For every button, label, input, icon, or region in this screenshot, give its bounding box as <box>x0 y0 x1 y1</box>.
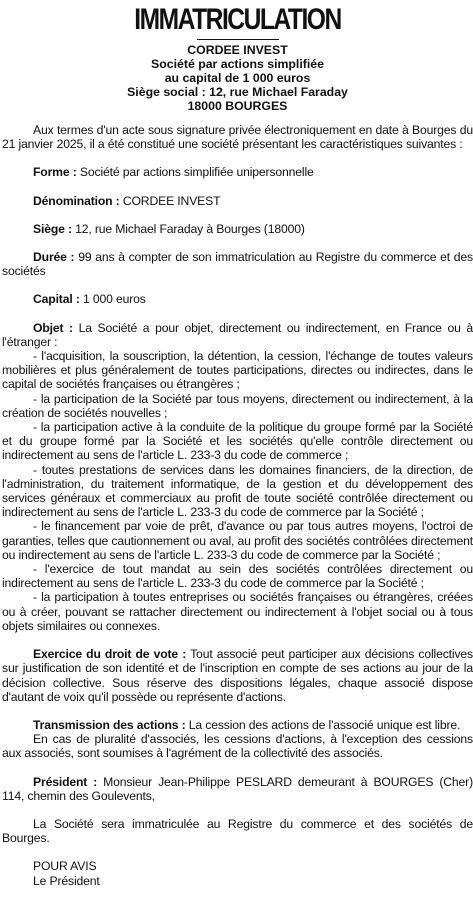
company-capital: au capital de 1 000 euros <box>164 71 311 85</box>
field-label: Transmission des actions : <box>33 717 186 732</box>
notice-title: IMMATRICULATION <box>134 3 341 36</box>
field-value: Monsieur Jean-Philippe PESLARD demeurant à BOURGES (Cher) 114, chemin des Goulevents, <box>2 774 473 803</box>
company-city: 18000 BOURGES <box>187 99 288 113</box>
field-label: Objet : <box>33 320 73 335</box>
field-objet <box>2 321 473 349</box>
company-name: CORDEE INVEST <box>187 43 288 57</box>
field-capital <box>2 292 473 306</box>
field-label: Forme : <box>33 165 77 180</box>
field-siege <box>2 222 473 236</box>
field-transmission <box>2 718 473 732</box>
intro-paragraph: Aux termes d'un acte sous signature privée électroniquement en date à Bourges du 21 janvier 2025, il a été constitué une société présentant les caractéristiques suivantes : <box>2 123 473 152</box>
company-form: Société par actions simplifiée <box>151 57 324 71</box>
field-value: Société par actions simplifiée unipersonnelle <box>76 165 314 180</box>
field-value: 12, rue Michael Faraday à Bourges (18000) <box>71 221 305 236</box>
field-denomination <box>2 194 473 208</box>
title-divider <box>197 39 279 40</box>
objet-item: - l'exercice de tout mandat au sein des sociétés contrôlées directement ou indirectement au sens de l'article L. 233-3 du code de commerce par la Société ; <box>2 562 473 591</box>
objet-item: - le financement par voie de prêt, d'avance ou par tous autres moyens, l'octroi de garanties, telles que cautionnement ou aval, au profit des sociétés contrôlées directement ou indirectement au sens de l'article L. 233-3 du code de commerce par la Société ; <box>2 519 473 562</box>
closing-paragraph: La Société sera immatriculée au Registre du commerce et des sociétés de Bourges. <box>2 816 473 846</box>
field-value: La cession des actions de l'associé unique est libre. <box>185 717 461 732</box>
field-label: Durée : <box>33 250 75 265</box>
field-value: Tout associé peut participer aux décisions collectives sur justification de son identité et de l'inscription en compte de ses actions au jour de la décision collective. Sous réserve des dispositions légales, chaque associé dispose d'autant de voix qu'il possède ou représente d'actions. <box>2 647 473 704</box>
field-label: Exercice du droit de vote : <box>33 647 187 662</box>
field-label: Siège : <box>33 221 72 236</box>
objet-item: - la participation de la Société par tous moyens, directement ou indirectement, à la création de sociétés nouvelles ; <box>2 391 473 420</box>
company-header <box>2 43 473 113</box>
field-president <box>2 775 473 803</box>
notice-body <box>2 123 473 888</box>
signature-line-president: Le Président <box>33 873 100 888</box>
objet-item: - toutes prestations de services dans les domaines financiers, de la direction, de l'administration, du traitement informatique, de la gestion et du développement des services généraux et commerciaux au profit de toute société contrôlée directement ou indirectement au sens de l'article L. 233-3 du code de commerce par la Société ; <box>2 462 473 520</box>
company-seat: Siège social : 12, rue Michael Faraday <box>127 85 348 99</box>
field-duree <box>2 250 473 278</box>
objet-item: - la participation à toutes entreprises ou sociétés françaises ou étrangères, créées ou à créer, pouvant se rattacher directement ou indirectement à l'objet social ou à tous objets similaires ou connexes. <box>2 590 473 633</box>
field-value: La Société a pour objet, directement ou indirectement, en France ou à l'étranger : <box>2 320 473 349</box>
field-value: 99 ans à compter de son immatriculation au Registre du commerce et des sociétés <box>2 250 473 279</box>
field-vote <box>2 647 473 704</box>
field-value: CORDEE INVEST <box>119 193 221 208</box>
objet-item: - la participation active à la conduite de la politique du groupe formé par la Société et du groupe formé par la Société et les sociétés qu'elle contrôle directement ou indirectement au sens de l'article L. 233-3 du code de commerce ; <box>2 420 473 463</box>
field-label: Capital : <box>33 292 80 307</box>
transmission-extra: En cas de pluralité d'associés, les cessions d'actions, à l'exception des cessions aux associés, sont soumises à l'agrément de la collectivité des associés. <box>2 732 473 761</box>
field-label: Dénomination : <box>33 193 120 208</box>
objet-item: - l'acquisition, la souscription, la détention, la cession, l'échange de toutes valeurs mobilières et plus généralement de toutes participations, directes ou indirectes, dans le capital de sociétés françaises ou étrangères ; <box>2 349 473 392</box>
field-label: Président : <box>33 774 98 789</box>
field-forme <box>2 165 473 179</box>
signature-block <box>33 859 473 887</box>
signature-line-avis: POUR AVIS <box>33 859 97 874</box>
field-value: 1 000 euros <box>79 292 146 307</box>
